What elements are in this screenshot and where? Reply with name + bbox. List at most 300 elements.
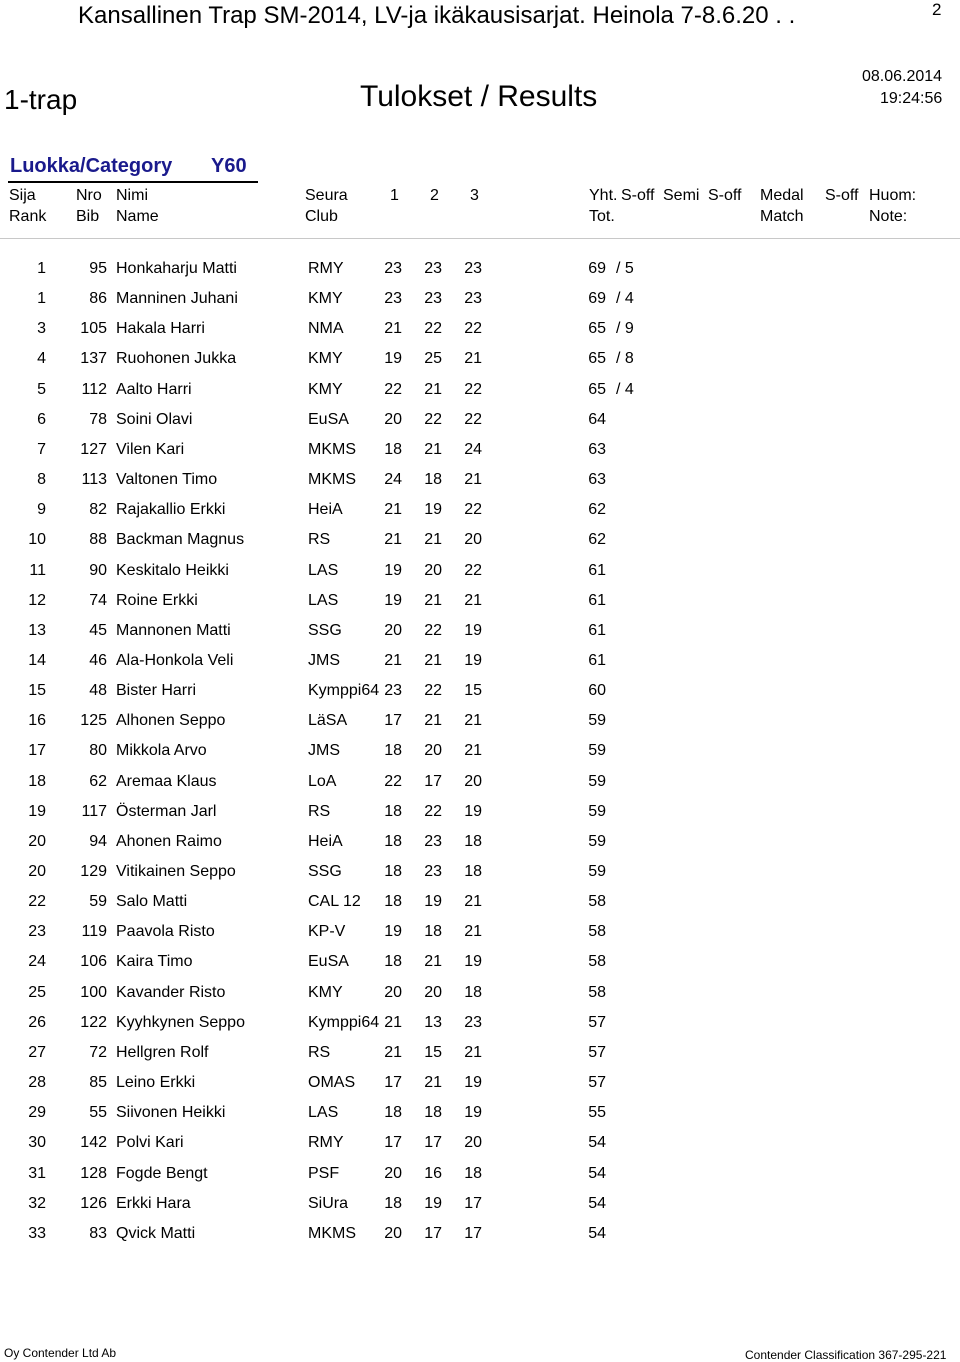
cell-r3: 24: [464, 441, 482, 458]
print-date: 08.06.2014: [862, 68, 943, 85]
cell-club: MKMS: [308, 1225, 356, 1242]
cell-bib: 82: [89, 501, 107, 518]
column-header-total: Yht.: [589, 187, 618, 204]
cell-club: PSF: [308, 1165, 340, 1182]
cell-club: SiUra: [308, 1195, 349, 1212]
cell-name: Hakala Harri: [116, 320, 205, 337]
cell-r2: 17: [424, 773, 442, 790]
cell-total: 69: [588, 260, 606, 277]
discipline-title: 1-trap: [4, 84, 78, 115]
cell-rank: 33: [28, 1225, 46, 1242]
cell-r3: 20: [464, 1134, 482, 1151]
cell-club: HeiA: [308, 501, 343, 518]
cell-club: Kymppi64: [308, 682, 380, 699]
cell-club: EuSA: [308, 953, 349, 970]
cell-rank: 26: [28, 1014, 46, 1031]
cell-rank: 18: [28, 773, 46, 790]
column-header-name-sub: Name: [116, 208, 159, 225]
cell-soff: / 4: [616, 290, 634, 307]
cell-total: 69: [588, 290, 606, 307]
cell-r2: 21: [424, 712, 442, 729]
cell-r3: 18: [464, 833, 482, 850]
cell-total: 57: [588, 1014, 606, 1031]
column-header-club-sub: Club: [305, 208, 338, 225]
cell-bib: 113: [81, 471, 107, 488]
cell-bib: 127: [80, 441, 107, 458]
cell-total: 59: [588, 863, 606, 880]
cell-r3: 19: [464, 803, 482, 820]
cell-club: RMY: [308, 1134, 344, 1151]
cell-club: MKMS: [308, 441, 356, 458]
cell-r3: 19: [464, 622, 482, 639]
cell-club: LAS: [308, 562, 339, 579]
cell-bib: 137: [80, 350, 107, 367]
cell-name: Salo Matti: [116, 893, 188, 910]
cell-r3: 17: [464, 1195, 482, 1212]
cell-r3: 19: [464, 953, 482, 970]
cell-club: SSG: [308, 622, 342, 639]
cell-club: HeiA: [308, 833, 343, 850]
cell-rank: 13: [28, 622, 46, 639]
cell-rank: 3: [37, 320, 46, 337]
cell-rank: 4: [37, 350, 46, 367]
cell-r2: 19: [424, 501, 442, 518]
cell-r3: 21: [464, 1044, 482, 1061]
cell-r1: 18: [384, 742, 402, 759]
column-header-r3: 3: [470, 187, 479, 204]
page-number: 2: [932, 0, 942, 19]
cell-club: OMAS: [308, 1074, 356, 1091]
cell-name: Aremaa Klaus: [116, 773, 217, 790]
cell-r1: 18: [384, 441, 402, 458]
cell-r2: 20: [424, 742, 442, 759]
cell-r2: 19: [424, 893, 442, 910]
event-title: Kansallinen Trap SM-2014, LV-ja ikäkausisarjat. Heinola 7-8.6.20 . .: [78, 2, 796, 29]
cell-name: Rajakallio Erkki: [116, 501, 226, 518]
cell-r1: 18: [384, 953, 402, 970]
footer-classification: Contender Classification 367-295-221: [745, 1348, 947, 1362]
cell-r3: 22: [464, 501, 482, 518]
cell-club: RS: [308, 803, 331, 820]
cell-r1: 19: [384, 350, 402, 367]
print-time: 19:24:56: [880, 90, 943, 107]
cell-r1: 22: [384, 773, 402, 790]
cell-r2: 22: [424, 622, 442, 639]
cell-r1: 23: [384, 260, 402, 277]
cell-r1: 17: [384, 712, 402, 729]
category-underline: [8, 181, 258, 183]
cell-name: Backman Magnus: [116, 531, 245, 548]
cell-rank: 19: [28, 803, 46, 820]
cell-name: Keskitalo Heikki: [116, 562, 229, 579]
cell-r3: 21: [464, 923, 482, 940]
cell-rank: 20: [28, 863, 46, 880]
cell-club: KP-V: [308, 923, 346, 940]
cell-total: 57: [588, 1044, 606, 1061]
cell-soff: / 5: [616, 260, 634, 277]
cell-r3: 19: [464, 1074, 482, 1091]
cell-r2: 18: [424, 471, 442, 488]
cell-name: Österman Jarl: [116, 803, 217, 820]
column-header-soff3: S-off: [825, 187, 859, 204]
category-value: Y60: [211, 155, 247, 177]
cell-bib: 46: [89, 652, 107, 669]
cell-bib: 129: [80, 863, 107, 880]
cell-r2: 18: [424, 1104, 442, 1121]
cell-total: 59: [588, 742, 606, 759]
cell-r3: 22: [464, 381, 482, 398]
cell-rank: 5: [37, 381, 46, 398]
cell-name: Ruohonen Jukka: [116, 350, 237, 367]
cell-r2: 21: [424, 1074, 442, 1091]
cell-bib: 62: [89, 773, 107, 790]
cell-club: EuSA: [308, 411, 349, 428]
cell-r1: 18: [384, 863, 402, 880]
cell-r3: 23: [464, 260, 482, 277]
cell-r3: 20: [464, 531, 482, 548]
cell-r2: 25: [424, 350, 442, 367]
cell-bib: 48: [89, 682, 107, 699]
cell-club: RS: [308, 1044, 331, 1061]
cell-r3: 18: [464, 1165, 482, 1182]
cell-bib: 128: [80, 1165, 107, 1182]
cell-name: Alhonen Seppo: [116, 712, 226, 729]
cell-bib: 59: [89, 893, 107, 910]
cell-r1: 22: [384, 381, 402, 398]
cell-rank: 17: [28, 742, 46, 759]
cell-club: MKMS: [308, 471, 356, 488]
column-header-note: Huom:: [869, 187, 917, 204]
column-header-medal: Medal: [760, 187, 804, 204]
cell-r2: 22: [424, 682, 442, 699]
column-header-r2: 2: [430, 187, 439, 204]
cell-bib: 112: [81, 381, 107, 398]
cell-rank: 14: [28, 652, 46, 669]
cell-club: KMY: [308, 984, 343, 1001]
cell-club: KMY: [308, 290, 343, 307]
column-header-medal-sub: Match: [760, 208, 804, 225]
column-header-r1: 1: [390, 187, 399, 204]
cell-bib: 83: [89, 1225, 107, 1242]
cell-club: LäSA: [308, 712, 348, 729]
cell-total: 59: [588, 773, 606, 790]
cell-r3: 23: [464, 1014, 482, 1031]
cell-total: 59: [588, 712, 606, 729]
cell-r1: 19: [384, 923, 402, 940]
cell-name: Hellgren Rolf: [116, 1044, 209, 1061]
cell-name: Erkki Hara: [116, 1195, 191, 1212]
cell-rank: 7: [37, 441, 46, 458]
cell-r3: 21: [464, 712, 482, 729]
cell-r1: 23: [384, 290, 402, 307]
cell-soff: / 4: [616, 381, 634, 398]
cell-total: 62: [588, 501, 606, 518]
cell-rank: 27: [28, 1044, 46, 1061]
cell-r2: 22: [424, 320, 442, 337]
cell-rank: 25: [28, 984, 46, 1001]
cell-bib: 88: [89, 531, 107, 548]
cell-r2: 19: [424, 1195, 442, 1212]
cell-bib: 45: [89, 622, 107, 639]
cell-r1: 19: [384, 592, 402, 609]
cell-r1: 18: [384, 833, 402, 850]
cell-r2: 23: [424, 833, 442, 850]
column-header-semi: Semi: [663, 187, 700, 204]
footer-company: Oy Contender Ltd Ab: [4, 1346, 117, 1360]
cell-rank: 32: [28, 1195, 46, 1212]
results-title: Tulokset / Results: [360, 80, 598, 113]
cell-r2: 23: [424, 863, 442, 880]
cell-club: JMS: [308, 742, 340, 759]
cell-name: Kyyhkynen Seppo: [116, 1014, 245, 1031]
cell-club: LAS: [308, 1104, 339, 1121]
cell-total: 54: [588, 1195, 606, 1212]
cell-name: Vilen Kari: [116, 441, 185, 458]
cell-r3: 19: [464, 1104, 482, 1121]
cell-r3: 21: [464, 742, 482, 759]
cell-name: Manninen Juhani: [116, 290, 238, 307]
cell-total: 58: [588, 953, 606, 970]
cell-total: 58: [588, 893, 606, 910]
cell-rank: 20: [28, 833, 46, 850]
cell-r2: 17: [424, 1134, 442, 1151]
cell-total: 61: [588, 652, 606, 669]
cell-club: RS: [308, 531, 331, 548]
cell-r1: 18: [384, 803, 402, 820]
cell-r3: 18: [464, 863, 482, 880]
column-header-soff1: S-off: [621, 187, 655, 204]
cell-rank: 11: [29, 562, 46, 579]
cell-total: 54: [588, 1165, 606, 1182]
cell-total: 58: [588, 923, 606, 940]
header-divider: [0, 238, 960, 239]
cell-name: Mikkola Arvo: [116, 742, 207, 759]
cell-bib: 105: [80, 320, 107, 337]
cell-r2: 17: [424, 1225, 442, 1242]
cell-name: Polvi Kari: [116, 1134, 184, 1151]
cell-r1: 20: [384, 622, 402, 639]
cell-r2: 23: [424, 260, 442, 277]
cell-r2: 21: [424, 441, 442, 458]
cell-r3: 23: [464, 290, 482, 307]
cell-bib: 122: [80, 1014, 107, 1031]
cell-name: Honkaharju Matti: [116, 260, 237, 277]
cell-total: 59: [588, 803, 606, 820]
cell-club: CAL 12: [308, 893, 361, 910]
cell-soff: / 8: [616, 350, 634, 367]
cell-r3: 21: [464, 471, 482, 488]
cell-club: LAS: [308, 592, 339, 609]
cell-r1: 20: [384, 984, 402, 1001]
cell-bib: 90: [89, 562, 107, 579]
cell-total: 62: [588, 531, 606, 548]
column-header-total-sub: Tot.: [589, 208, 615, 225]
cell-r2: 20: [424, 562, 442, 579]
cell-r3: 15: [464, 682, 482, 699]
cell-name: Kavander Risto: [116, 984, 226, 1001]
cell-name: Fogde Bengt: [116, 1165, 208, 1182]
cell-r1: 24: [384, 471, 402, 488]
cell-rank: 12: [28, 592, 46, 609]
cell-bib: 117: [81, 803, 107, 820]
cell-rank: 22: [28, 893, 46, 910]
cell-r2: 23: [424, 290, 442, 307]
cell-soff: / 9: [616, 320, 634, 337]
cell-r3: 22: [464, 562, 482, 579]
cell-name: Leino Erkki: [116, 1074, 196, 1091]
cell-r3: 22: [464, 320, 482, 337]
cell-rank: 16: [28, 712, 46, 729]
cell-r1: 20: [384, 1165, 402, 1182]
cell-bib: 106: [80, 953, 107, 970]
cell-rank: 1: [37, 290, 46, 307]
column-header-rank: Sija: [9, 187, 36, 204]
cell-r1: 21: [384, 501, 402, 518]
cell-r2: 20: [424, 984, 442, 1001]
column-header-bib: Nro: [76, 187, 102, 204]
cell-club: Kymppi64: [308, 1014, 380, 1031]
cell-rank: 6: [37, 411, 46, 428]
cell-rank: 30: [28, 1134, 46, 1151]
category-label: Luokka/Category: [10, 155, 173, 177]
cell-r2: 21: [424, 531, 442, 548]
cell-club: SSG: [308, 863, 342, 880]
cell-name: Siivonen Heikki: [116, 1104, 226, 1121]
cell-r1: 17: [384, 1134, 402, 1151]
cell-r3: 19: [464, 652, 482, 669]
cell-bib: 119: [81, 923, 107, 940]
cell-name: Valtonen Timo: [116, 471, 218, 488]
cell-bib: 125: [80, 712, 107, 729]
cell-rank: 29: [28, 1104, 46, 1121]
cell-rank: 31: [28, 1165, 46, 1182]
cell-name: Ala-Honkola Veli: [116, 652, 234, 669]
cell-r2: 21: [424, 953, 442, 970]
cell-r1: 18: [384, 1195, 402, 1212]
cell-rank: 1: [37, 260, 46, 277]
cell-bib: 95: [89, 260, 107, 277]
cell-rank: 8: [37, 471, 46, 488]
cell-total: 63: [588, 441, 606, 458]
cell-r1: 17: [384, 1074, 402, 1091]
cell-rank: 23: [28, 923, 46, 940]
cell-name: Ahonen Raimo: [116, 833, 222, 850]
cell-r1: 21: [384, 320, 402, 337]
cell-r3: 17: [464, 1225, 482, 1242]
cell-total: 57: [588, 1074, 606, 1091]
column-header-name: Nimi: [116, 187, 148, 204]
column-header-rank-sub: Rank: [9, 208, 47, 225]
cell-total: 54: [588, 1225, 606, 1242]
cell-r1: 21: [384, 652, 402, 669]
cell-total: 60: [588, 682, 606, 699]
cell-name: Aalto Harri: [116, 381, 192, 398]
cell-club: NMA: [308, 320, 344, 337]
cell-r2: 18: [424, 923, 442, 940]
cell-club: KMY: [308, 381, 343, 398]
cell-r2: 22: [424, 411, 442, 428]
cell-total: 65: [588, 320, 606, 337]
cell-r2: 21: [424, 652, 442, 669]
column-header-note-sub: Note:: [869, 208, 908, 225]
cell-r3: 22: [464, 411, 482, 428]
cell-name: Bister Harri: [116, 682, 197, 699]
column-header-soff2: S-off: [708, 187, 742, 204]
column-header-club: Seura: [305, 187, 348, 204]
cell-total: 61: [588, 592, 606, 609]
cell-club: JMS: [308, 652, 340, 669]
cell-r1: 21: [384, 1044, 402, 1061]
cell-r1: 23: [384, 682, 402, 699]
cell-r2: 21: [424, 592, 442, 609]
cell-bib: 85: [89, 1074, 107, 1091]
cell-name: Paavola Risto: [116, 923, 215, 940]
cell-total: 55: [588, 1104, 606, 1121]
cell-club: LoA: [308, 773, 337, 790]
cell-name: Mannonen Matti: [116, 622, 231, 639]
cell-r2: 21: [424, 381, 442, 398]
cell-total: 58: [588, 984, 606, 1001]
cell-name: Qvick Matti: [116, 1225, 196, 1242]
cell-r1: 20: [384, 411, 402, 428]
cell-total: 65: [588, 381, 606, 398]
cell-r2: 16: [424, 1165, 442, 1182]
cell-bib: 72: [89, 1044, 107, 1061]
cell-bib: 126: [80, 1195, 107, 1212]
cell-r3: 18: [464, 984, 482, 1001]
cell-r2: 15: [424, 1044, 442, 1061]
cell-r1: 18: [384, 1104, 402, 1121]
cell-name: Soini Olavi: [116, 411, 193, 428]
cell-bib: 78: [89, 411, 107, 428]
cell-total: 61: [588, 622, 606, 639]
cell-total: 63: [588, 471, 606, 488]
cell-total: 54: [588, 1134, 606, 1151]
cell-r3: 20: [464, 773, 482, 790]
cell-r1: 21: [384, 1014, 402, 1031]
cell-total: 64: [588, 411, 606, 428]
cell-r1: 19: [384, 562, 402, 579]
cell-name: Roine Erkki: [116, 592, 198, 609]
cell-rank: 10: [28, 531, 46, 548]
cell-bib: 94: [89, 833, 107, 850]
cell-club: RMY: [308, 260, 344, 277]
cell-name: Vitikainen Seppo: [116, 863, 236, 880]
cell-r2: 22: [424, 803, 442, 820]
cell-bib: 142: [80, 1134, 107, 1151]
cell-bib: 86: [89, 290, 107, 307]
cell-r1: 20: [384, 1225, 402, 1242]
cell-rank: 24: [28, 953, 46, 970]
cell-total: 59: [588, 833, 606, 850]
cell-bib: 100: [80, 984, 107, 1001]
cell-bib: 74: [89, 592, 107, 609]
cell-bib: 55: [89, 1104, 107, 1121]
cell-rank: 28: [28, 1074, 46, 1091]
cell-name: Kaira Timo: [116, 953, 193, 970]
column-header-bib-sub: Bib: [76, 208, 100, 225]
cell-r3: 21: [464, 893, 482, 910]
cell-rank: 9: [37, 501, 46, 518]
cell-club: KMY: [308, 350, 343, 367]
cell-r1: 18: [384, 893, 402, 910]
cell-rank: 15: [28, 682, 46, 699]
cell-r2: 13: [424, 1014, 442, 1031]
cell-total: 61: [588, 562, 606, 579]
cell-r1: 21: [384, 531, 402, 548]
cell-r3: 21: [464, 592, 482, 609]
cell-r3: 21: [464, 350, 482, 367]
